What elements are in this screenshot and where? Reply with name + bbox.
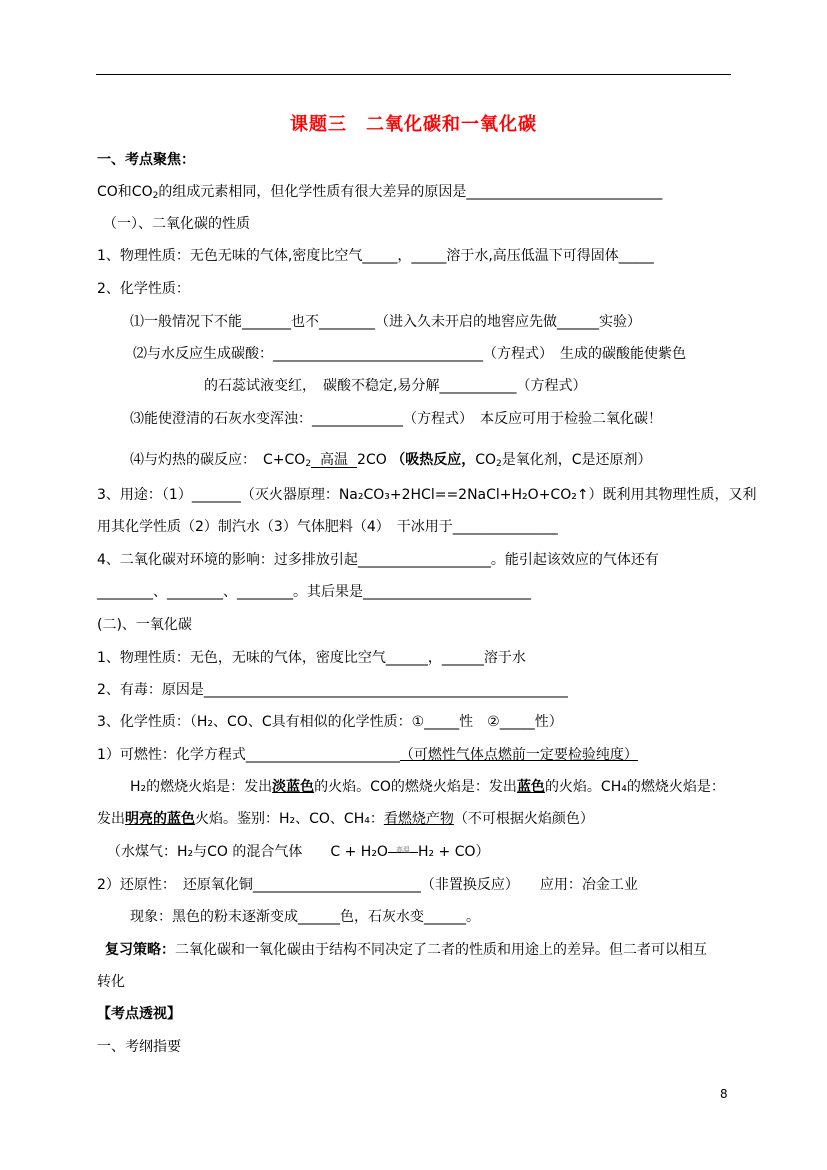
- strategy-a: 复习策略：二氧化碳和一氧化碳由于结构不同决定了二者的性质和用途上的差异。但二者可以相互: [105, 942, 707, 958]
- co2-use-a: 3、用途：（1）_______（灭火器原理：Na₂CO₃+2HCl==2NaCl+H₂O+CO₂↑）既利用其物理性质，又利: [97, 487, 757, 503]
- co-physical: 1、物理性质：无色，无味的气体，密度比空气______，______溶于水: [97, 650, 526, 666]
- co-toxic: 2、有毒：原因是____________________________________________________: [97, 682, 568, 698]
- co-combustion: 1）可燃性：化学方程式______________________（可燃性气体点燃前一定要检验纯度）: [97, 747, 638, 763]
- section-heading: 一、考点聚焦：: [97, 152, 195, 168]
- co-reduction: 2）还原性： 还原氧化铜________________________（非置换反应） 应用：冶金工业: [97, 877, 638, 893]
- flame-line-1: H₂的燃烧火焰是：发出淡蓝色的火焰。CO的燃烧火焰是：发出蓝色的火焰。CH₄的燃烧火焰是：: [130, 779, 725, 795]
- water-gas: （水煤气：H₂与CO 的混合气体 C + H₂O 高温 H₂ + CO）: [107, 844, 490, 860]
- co2-chem-4: ⑷与灼热的碳反应： $C+CO_2$ 高温 2CO （吸热反应，$CO_2$是氧化剂，C是还原剂）: [130, 450, 652, 474]
- co2-heading: （一）、二氧化碳的性质: [103, 216, 250, 232]
- co2-chem-2b: 的石蕊试液变红， 碳酸不稳定,易分解___________（方程式）: [204, 378, 587, 394]
- intro-line: CO和$CO_2$的组成元素相同，但化学性质有很大差异的原因是____________________________: [97, 184, 663, 201]
- perspective-heading: 【考点透视】: [97, 1006, 181, 1022]
- co2-env-b: ________、________、________。其后果是________________________: [97, 584, 531, 600]
- flame-line-2: 发出明亮的蓝色火焰。鉴别：H₂、CO、CH₄：看燃烧产物（不可根据火焰颜色）: [97, 811, 594, 827]
- outline-heading: 一、考纲指要: [97, 1039, 181, 1055]
- header-rule: [96, 74, 731, 75]
- page-number: 8: [720, 1087, 728, 1101]
- page-title: 课题三 二氧化碳和一氧化碳: [290, 114, 537, 135]
- water-gas-condition: 高温: [388, 852, 418, 853]
- co2-env-a: 4、二氧化碳对环境的影响：过多排放引起___________________。能引起该效应的气体还有: [97, 552, 659, 568]
- co2-chem-1: ⑴一般情况下不能_______也不________（进入久未开启的地窖应先做______实验）: [130, 314, 641, 330]
- strategy-b: 转化: [97, 974, 125, 990]
- co2-use-b: 用其化学性质（2）制汽水（3）气体肥料（4） 干冰用于_______________: [97, 519, 558, 535]
- co2-chem-3: ⑶能使澄清的石灰水变浑浊：_____________（方程式） 本反应可用于检验二氧化碳！: [130, 411, 662, 427]
- co-phenomenon: 现象：黑色的粉末逐渐变成______色，石灰水变______。: [130, 909, 480, 925]
- co2-physical: 1、物理性质：无色无味的气体,密度比空气_____，_____溶于水,高压低温下可得固体_____: [97, 248, 654, 264]
- co2-chem-heading: 2、化学性质：: [97, 281, 190, 297]
- co2-chem-2a: ⑵与水反应生成碳酸：______________________________（方程式） 生成的碳酸能使紫色: [133, 346, 686, 362]
- co-chem: 3、化学性质：（H₂、CO、C具有相似的化学性质：①_____性 ②_____性）: [97, 714, 563, 730]
- co-heading: (二)、一氧化碳: [97, 617, 192, 633]
- reaction-condition: 高温: [311, 467, 357, 474]
